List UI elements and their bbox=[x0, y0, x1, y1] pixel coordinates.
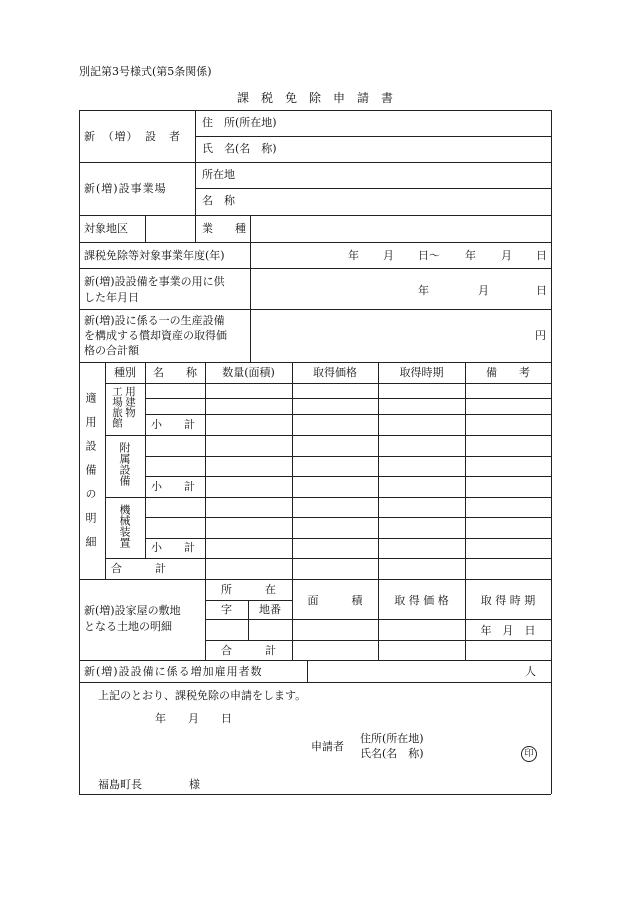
land-price: 取 得 価 格 bbox=[394, 594, 449, 607]
land-area: 面 積 bbox=[307, 594, 363, 607]
applicant-name-label: 氏名(名 称) bbox=[360, 747, 424, 760]
subtotal-3: 小 計 bbox=[151, 541, 195, 554]
land-location: 所 在 bbox=[221, 583, 276, 596]
day-to: 日 bbox=[536, 249, 547, 262]
rule bbox=[145, 215, 146, 242]
rule bbox=[250, 242, 251, 362]
rule bbox=[79, 362, 551, 363]
cost-unit: 円 bbox=[535, 329, 546, 342]
setter-name-label: 氏 名(名 称) bbox=[202, 142, 277, 155]
land-banchi: 地番 bbox=[259, 603, 281, 616]
setter-label: 新 （増） 設 者 bbox=[84, 130, 181, 143]
rule bbox=[465, 362, 466, 660]
applicant-address-label: 住所(所在地) bbox=[360, 732, 424, 745]
year-from: 年 bbox=[348, 249, 359, 262]
date-row-month: 月 bbox=[478, 284, 489, 297]
rule bbox=[378, 362, 379, 660]
cost-row-label-1: 新(増)設に係る一の生産設備 bbox=[84, 314, 225, 327]
frame-top bbox=[79, 110, 551, 111]
equipment-total: 合 計 bbox=[111, 562, 166, 575]
header-kind: 種別 bbox=[114, 366, 136, 379]
day-from: 日～ bbox=[418, 249, 440, 262]
frame-bottom bbox=[79, 794, 551, 795]
header-note: 備 考 bbox=[486, 366, 530, 379]
rule bbox=[105, 435, 551, 436]
industry-label: 業 種 bbox=[202, 222, 246, 235]
form-title: 課 税 免 除 申 請 書 bbox=[236, 91, 393, 105]
rule bbox=[195, 188, 551, 189]
land-ymd: 年 月 日 bbox=[480, 624, 536, 637]
land-label-1: 新(増)設家屋の敷地 bbox=[84, 604, 181, 617]
addressee-name: 福島町長 bbox=[98, 778, 142, 791]
seal-icon: 印 bbox=[521, 746, 537, 762]
rule bbox=[105, 383, 551, 384]
year-to: 年 bbox=[465, 249, 476, 262]
rule bbox=[195, 136, 551, 137]
rule bbox=[205, 362, 206, 660]
month-from: 月 bbox=[383, 249, 394, 262]
rule bbox=[105, 558, 551, 559]
rule bbox=[79, 268, 551, 269]
rule bbox=[79, 162, 551, 163]
frame-right bbox=[551, 110, 552, 794]
rule bbox=[79, 682, 551, 683]
group-factory-sublabel: 用建物 bbox=[124, 386, 136, 418]
site-label: 新(増)設事業場 bbox=[84, 182, 167, 195]
subtotal-2: 小 計 bbox=[151, 480, 195, 493]
rule bbox=[307, 660, 308, 682]
rule bbox=[195, 215, 196, 242]
year-row-label: 課税免除等対象事業年度(年) bbox=[84, 249, 225, 262]
employees-unit: 人 bbox=[525, 665, 536, 678]
area-label: 対象地区 bbox=[84, 222, 128, 235]
employees-label: 新(増)設設備に係る増加雇用者数 bbox=[84, 665, 263, 678]
land-aza: 字 bbox=[221, 603, 232, 616]
land-label-2: となる土地の明細 bbox=[84, 620, 172, 633]
applicant-label: 申請者 bbox=[311, 740, 344, 753]
declaration-text: 上記のとおり、課税免除の申請をします。 bbox=[98, 689, 307, 702]
date-row-label-1: 新(増)設設備を事業の用に供 bbox=[84, 275, 225, 288]
date-row-label-2: した年月日 bbox=[84, 291, 139, 304]
rule bbox=[145, 362, 146, 558]
header-name: 名 称 bbox=[153, 366, 197, 379]
land-total: 合 計 bbox=[221, 644, 276, 657]
group-factory-label: 工場旅館 bbox=[111, 386, 123, 428]
rule bbox=[79, 215, 551, 216]
rule bbox=[105, 362, 106, 579]
rule bbox=[79, 660, 551, 661]
rule bbox=[195, 110, 196, 215]
frame-left bbox=[79, 110, 80, 794]
rule bbox=[292, 362, 293, 660]
setter-address-label: 住 所(所在地) bbox=[202, 116, 277, 129]
header-qty: 数量(面積) bbox=[222, 366, 275, 379]
rule bbox=[250, 215, 251, 242]
addressee-honorific: 様 bbox=[189, 778, 200, 791]
rule bbox=[79, 242, 551, 243]
site-location-label: 所在地 bbox=[202, 168, 235, 181]
subtotal-1: 小 計 bbox=[151, 418, 195, 431]
date-row-year: 年 bbox=[418, 284, 429, 297]
rule bbox=[79, 579, 551, 580]
rule bbox=[105, 497, 551, 498]
header-price: 取得価格 bbox=[313, 366, 357, 379]
form-number: 別記第3号様式(第5条関係) bbox=[79, 65, 212, 78]
equipment-side-label: 適用設備の明細 bbox=[84, 392, 97, 560]
header-time: 取得時期 bbox=[399, 366, 444, 379]
rule bbox=[79, 309, 551, 310]
month-to: 月 bbox=[501, 249, 512, 262]
cost-row-label-2: を構成する償却資産の取得価 bbox=[84, 329, 227, 342]
declaration-date: 年 月 日 bbox=[155, 712, 232, 725]
cost-row-label-3: 格の合計額 bbox=[84, 344, 139, 357]
group-machine-label: 機械装置 bbox=[118, 504, 131, 548]
group-attached-label: 附属設備 bbox=[118, 442, 131, 486]
rule bbox=[205, 600, 293, 601]
site-name-label: 名 称 bbox=[202, 194, 235, 207]
land-time: 取 得 時 期 bbox=[480, 594, 536, 607]
date-row-day: 日 bbox=[536, 284, 547, 297]
